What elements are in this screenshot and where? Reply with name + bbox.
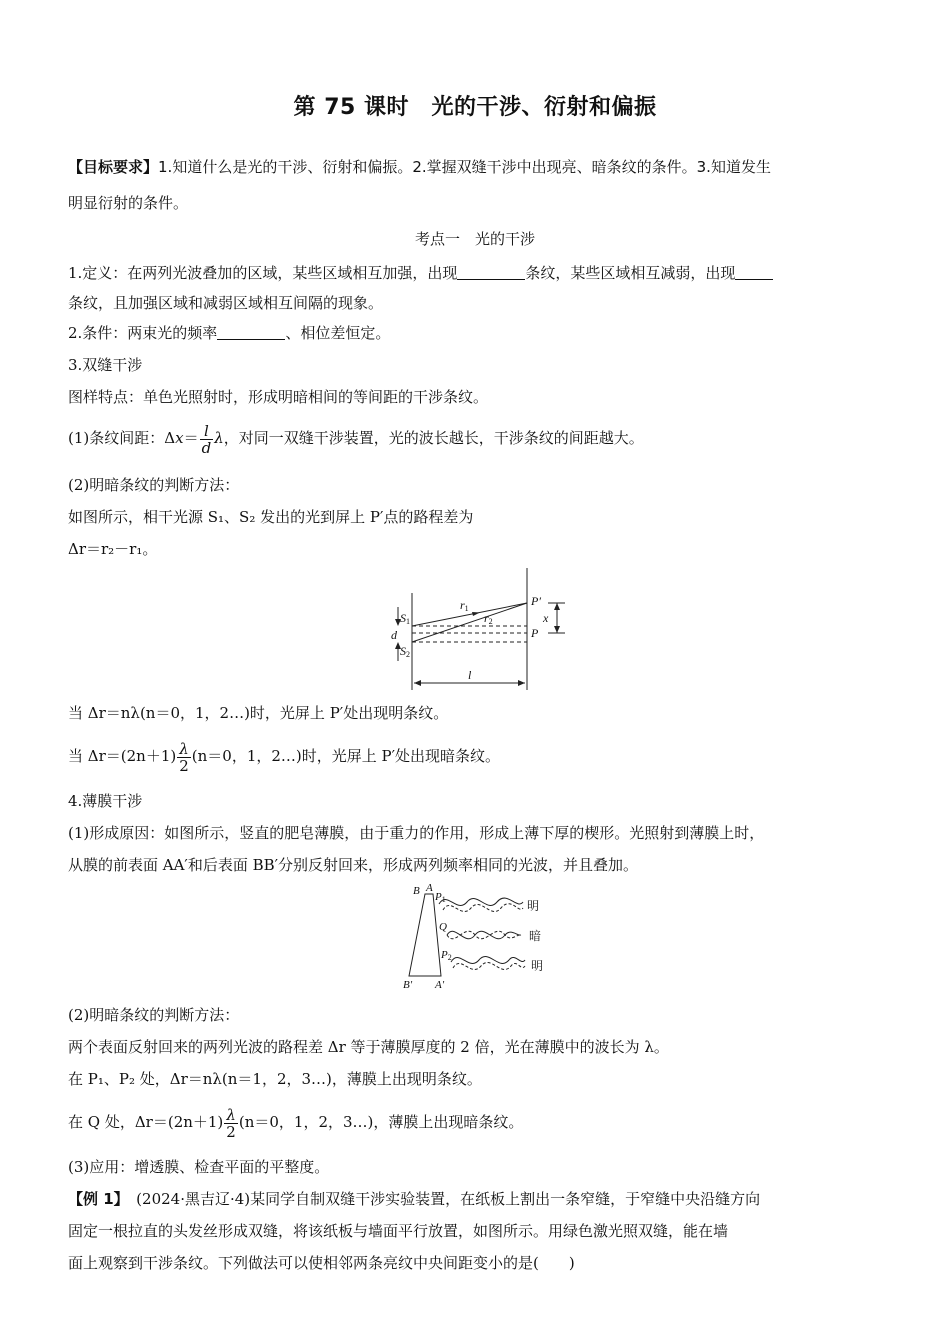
dark-fringe-condition <box>68 736 500 776</box>
condition-text-b: 、相位差恒定。 <box>285 324 391 342</box>
label-r1: r1 <box>460 598 469 613</box>
label-p2: P2 <box>441 949 452 962</box>
judge-line: 如图所示，相干光源 S₁、S₂ 发出的光到屏上 P′点的路程差为 <box>68 508 474 526</box>
thin-film-judge-line: 两个表面反射回来的两列光波的路程差 Δr 等于薄膜厚度的 2 倍，光在薄膜中的波长为 λ。 <box>68 1038 669 1056</box>
definition-line-2: 条纹，且加强区域和减弱区域相互间隔的现象。 <box>68 294 384 312</box>
definition-text-b: 条纹，某些区域相互减弱，出现 <box>525 264 736 282</box>
thin-dark-fraction <box>224 1107 238 1140</box>
definition-blank-2 <box>735 264 773 280</box>
label-bright-bottom: 明 <box>531 959 544 973</box>
dark-prefix: 当 Δr＝(2n＋1) <box>68 747 177 765</box>
condition-blank <box>217 324 285 340</box>
label-d: d <box>391 628 397 642</box>
double-slit-diagram <box>380 565 580 693</box>
goals-line-2: 明显衍射的条件。 <box>68 194 189 212</box>
label-s1: S1 <box>400 611 410 626</box>
thin-dark-suffix: (n＝0，1，2，3…)，薄膜上出现暗条纹。 <box>238 1113 524 1131</box>
definition-text-a: 1.定义：在两列光波叠加的区域，某些区域相互加强，出现 <box>68 264 458 282</box>
double-slit-heading: 3.双缝干涉 <box>68 356 143 374</box>
dark-fraction <box>177 741 191 774</box>
l-arrowhead-left <box>414 680 421 686</box>
label-x: x <box>543 611 549 625</box>
label-r2: r2 <box>484 611 493 626</box>
page-title: 第 75 课时 光的干涉、衍射和偏振 <box>293 95 657 120</box>
label-bright-top: 明 <box>527 899 540 913</box>
thin-film-application: (3)应用：增透膜、检查平面的平整度。 <box>68 1158 330 1176</box>
spacing-suffix: ，对同一双缝干涉装置，光的波长越长，干涉条纹的间距越大。 <box>223 429 644 447</box>
thin-film-cause-2: 从膜的前表面 AA′和后表面 BB′分别反射回来，形成两列频率相同的光波，并且叠加。 <box>68 856 639 874</box>
thin-dark-numerator: λ <box>224 1107 238 1124</box>
dark-denominator: 2 <box>179 756 189 775</box>
l-arrowhead-right <box>518 680 525 686</box>
label-s2: S2 <box>400 644 410 659</box>
label-a: A <box>426 882 433 894</box>
x-arrowhead-bottom <box>554 626 560 633</box>
spacing-x: x <box>175 429 184 447</box>
x-arrowhead-top <box>554 603 560 610</box>
definition-line-1 <box>68 262 773 284</box>
double-slit-pattern: 图样特点：单色光照射时，形成明暗相间的等间距的干涉条纹。 <box>68 388 489 406</box>
label-a-prime: A′ <box>435 979 445 991</box>
spacing-eq: ＝ <box>183 429 199 447</box>
wave-bright-top-b <box>443 904 523 912</box>
goals-label: 【目标要求】 <box>68 158 159 176</box>
thin-film-judge-heading: (2)明暗条纹的判断方法： <box>68 1006 240 1024</box>
example-line-3: 面上观察到干涉条纹。下列做法可以使相邻两条亮纹中央间距变小的是( ) <box>68 1254 575 1272</box>
thin-film-heading: 4.薄膜干涉 <box>68 792 143 810</box>
condition-text-a: 2.条件：两束光的频率 <box>68 324 218 342</box>
path-difference-formula: Δr＝r₂－r₁。 <box>68 540 158 558</box>
spacing-denominator: d <box>201 438 212 457</box>
label-l: l <box>468 668 472 682</box>
section-heading-interference: 考点一 光的干涉 <box>414 230 535 248</box>
label-p-prime: P′ <box>531 594 541 608</box>
film-wedge <box>409 894 441 976</box>
label-p1: P1 <box>435 891 446 904</box>
judge-heading: (2)明暗条纹的判断方法： <box>68 476 240 494</box>
thin-dark-denominator: 2 <box>226 1122 236 1141</box>
label-dark: 暗 <box>529 929 542 943</box>
thin-film-cause-1: (1)形成原因：如图所示，竖直的肥皂薄膜，由于重力的作用，形成上薄下厚的楔形。光照射到薄膜上时， <box>68 824 765 842</box>
thin-film-bright: 在 P₁、P₂ 处，Δr＝nλ(n＝1，2，3…)，薄膜上出现明条纹。 <box>68 1070 482 1088</box>
condition-line <box>68 322 390 344</box>
label-b-prime: B′ <box>403 979 413 991</box>
goals-text-1: 1.知道什么是光的干涉、衍射和偏振。2.掌握双缝干涉中出现亮、暗条纹的条件。3.知道发生 <box>158 158 771 176</box>
spacing-fraction <box>200 423 214 456</box>
thin-film-diagram <box>395 880 555 992</box>
dark-suffix: (n＝0，1，2…)时，光屏上 P′处出现暗条纹。 <box>191 747 501 765</box>
definition-blank-1 <box>457 264 525 280</box>
label-q: Q <box>439 921 447 933</box>
bright-fringe-condition: 当 Δr＝nλ(n＝0，1，2…)时，光屏上 P′处出现明条纹。 <box>68 704 449 722</box>
fringe-spacing-line <box>68 418 644 458</box>
wave-bright-bottom-b <box>453 963 525 970</box>
thin-dark-prefix: 在 Q 处，Δr＝(2n＋1) <box>68 1113 224 1131</box>
example-line-2: 固定一根拉直的头发丝形成双缝，将该纸板与墙面平行放置，如图所示。用绿色激光照双缝，能在墙 <box>68 1222 729 1240</box>
spacing-numerator: l <box>200 423 214 440</box>
example-label: 【例 1】 <box>68 1190 122 1208</box>
label-b: B <box>413 885 420 897</box>
thin-film-dark <box>68 1102 523 1142</box>
spacing-prefix: (1)条纹间距：Δ <box>68 429 176 447</box>
dark-numerator: λ <box>177 741 191 758</box>
spacing-lambda: λ <box>214 429 224 447</box>
goals-line-1 <box>68 156 771 178</box>
example-line-1 <box>68 1188 760 1210</box>
r1-arrowhead <box>472 612 480 616</box>
example-text-1: (2024·黑吉辽·4)某同学自制双缝干涉实验装置，在纸板上割出一条窄缝，于窄缝中央沿缝方向 <box>121 1190 761 1208</box>
label-p: P <box>531 626 539 640</box>
